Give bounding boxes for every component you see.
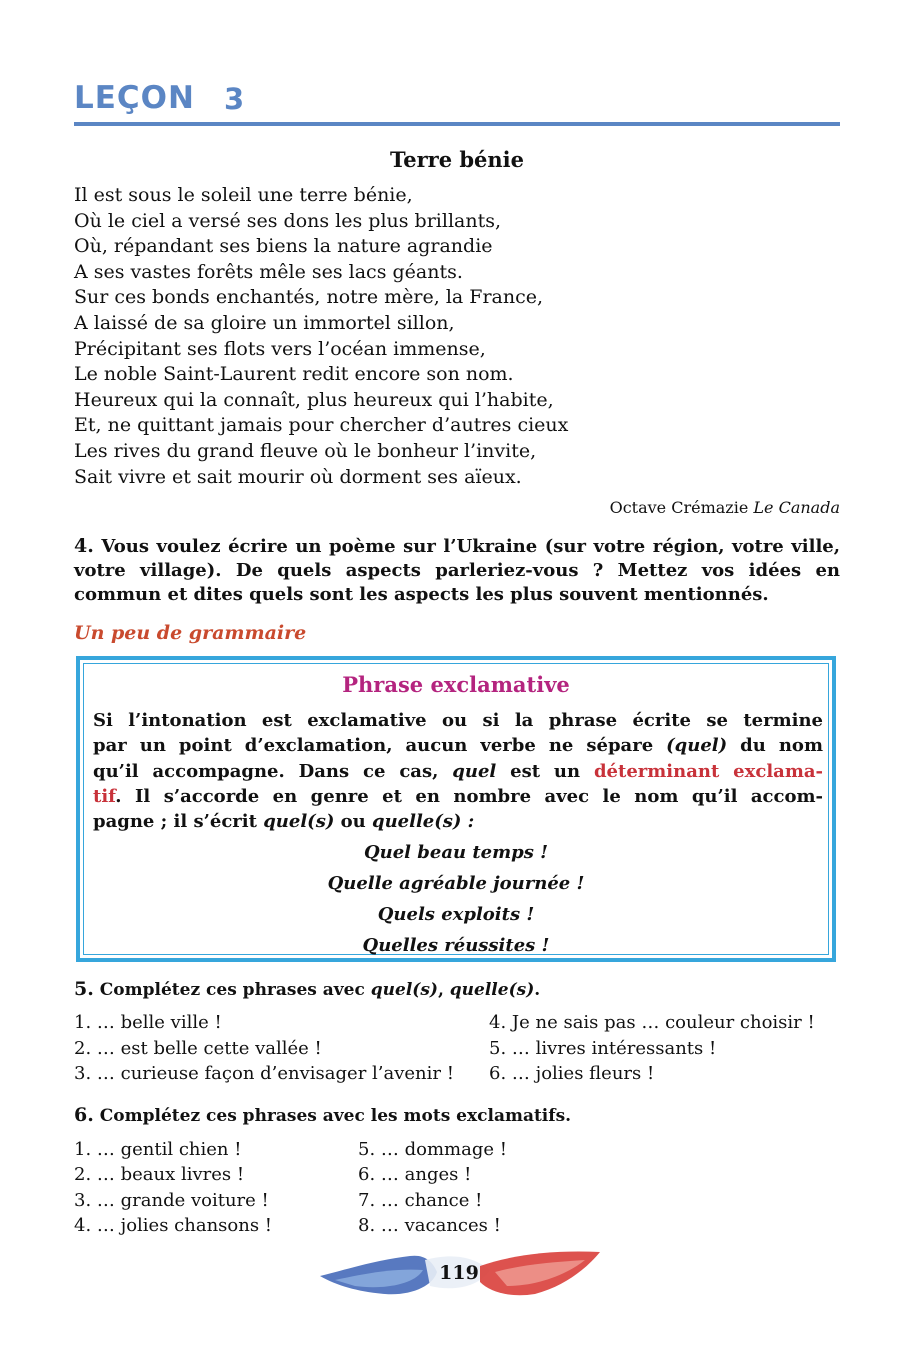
lesson-label: LEÇON [74, 80, 195, 116]
exercise-instruction: . [534, 980, 541, 1000]
rule-emphasis: quel(s) [263, 811, 335, 833]
exercise-5-heading [74, 978, 540, 1000]
rule-emphasis: quelle(s) : [372, 811, 475, 833]
exercise-item: 6. … anges ! [358, 1164, 472, 1185]
exercise-item: 1. … belle ville ! [74, 1012, 222, 1033]
rule-text: ou [334, 811, 372, 833]
header-rule [74, 122, 840, 126]
exercise-item: 4. … jolies chansons ! [74, 1215, 273, 1236]
grammar-box-title: Phrase exclamative [342, 672, 570, 697]
grammar-example: Quelle agréable journée ! [327, 873, 585, 894]
page-number: 119 [439, 1262, 479, 1284]
exercise-instruction: Vous voulez écrire un poème sur l’Ukraine (sur votre région, votre ville, votre village). De quels aspects parleriez-vous ? Mettez vos idées en commun et dites quels sont les aspects les plus souvent mentionnés. [74, 536, 840, 605]
exercise-instruction-emphasis: quelle(s) [449, 980, 535, 1000]
poem-line: Précipitant ses flots vers l’océan immense, [74, 337, 486, 360]
poem-line: Et, ne quittant jamais pour chercher d’autres cieux [74, 414, 569, 437]
exercise-number: 5. [74, 978, 94, 1000]
rule-emphasis: (quel) [666, 735, 728, 757]
rule-text: est un [496, 760, 594, 782]
poem-body [74, 183, 840, 490]
exercise-instruction: , [437, 980, 450, 1000]
rule-line [93, 759, 823, 784]
exercise-number: 6. [74, 1104, 94, 1126]
exercise-item: 5. … dommage ! [358, 1139, 507, 1160]
exercise-item: 7. … chance ! [358, 1190, 483, 1211]
exercise-item: 1. … gentil chien ! [74, 1139, 242, 1160]
grammar-box [76, 656, 836, 962]
exercise-item: 6. … jolies fleurs ! [489, 1063, 655, 1084]
lesson-header [74, 80, 840, 130]
poem-line: A laissé de sa gloire un immortel sillon, [74, 311, 455, 334]
rule-text: du nom [727, 735, 823, 757]
poem-line: Les rives du grand fleuve où le bonheur l’invite, [74, 439, 537, 462]
grammar-example: Quel beau temps ! [363, 842, 549, 863]
poem-line: Sait vivre et sait mourir où dorment ses aïeux. [74, 465, 522, 488]
exercise-item: 5. … livres intéressants ! [489, 1038, 717, 1059]
poem-line: Sur ces bonds enchantés, notre mère, la France, [74, 286, 544, 309]
grammar-example: Quelles réussites ! [362, 935, 550, 956]
rule-line [93, 733, 823, 758]
rule-line [93, 708, 823, 733]
exercise-number: 4. [74, 535, 94, 557]
rule-text: qu’il accompagne. Dans ce cas, [93, 760, 453, 782]
rule-line [93, 784, 823, 809]
exercise-item: 8. … vacances ! [358, 1215, 501, 1236]
poem-line: A ses vastes forêts mêle ses lacs géants. [74, 260, 463, 283]
exercise-item: 3. … grande voiture ! [74, 1190, 269, 1211]
exercise-item: 2. … beaux livres ! [74, 1164, 245, 1185]
poem-attribution [610, 498, 840, 517]
lesson-number: 3 [224, 82, 246, 116]
exercise-instruction: Complétez ces phrases avec les mots exclamatifs. [93, 1106, 572, 1126]
rule-text: pagne ; il s’écrit [93, 811, 264, 833]
exercise-item: 3. … curieuse façon d’envisager l’avenir ! [74, 1063, 454, 1084]
exercise-6-heading [74, 1104, 571, 1126]
exercise-item: 4. Je ne sais pas … couleur choisir ! [489, 1012, 815, 1033]
rule-text: par un point d’exclamation, aucun verbe ne sépare [93, 735, 667, 757]
poem-line: Il est sous le soleil une terre bénie, [74, 184, 413, 206]
rule-text: Si l’intonation est exclamative ou si la phrase écrite se termine [93, 710, 823, 731]
rule-term: déterminant exclama- [593, 760, 824, 782]
rule-term: tif [93, 785, 116, 807]
poem-line: Où le ciel a versé ses dons les plus brillants, [74, 209, 502, 232]
poem-line: Où, répandant ses biens la nature agrandie [74, 235, 493, 258]
grammar-box-inner-border [83, 663, 829, 955]
exercise-item: 2. … est belle cette vallée ! [74, 1038, 322, 1059]
grammar-rule-text [93, 708, 823, 834]
grammar-heading: Un peu de grammaire [74, 622, 307, 644]
exercise-4 [74, 534, 840, 607]
exercise-instruction: Complétez ces phrases avec [93, 980, 371, 1000]
poem-line: Heureux qui la connaît, plus heureux qui l’habite, [74, 388, 554, 411]
rule-emphasis: quel [452, 760, 497, 782]
poem-title: Terre bénie [389, 147, 525, 172]
poem-line: Le noble Saint-Laurent redit encore son nom. [74, 363, 514, 386]
grammar-example: Quels exploits ! [377, 904, 535, 925]
rule-text: . Il s’accorde en genre et en nombre avec le nom qu’il accom- [115, 785, 823, 807]
poem-author: Octave Crémazie [609, 498, 749, 517]
poem-work-title: Le Canada [753, 498, 840, 517]
rule-line [93, 809, 823, 834]
exercise-instruction-emphasis: quel(s) [370, 980, 438, 1000]
